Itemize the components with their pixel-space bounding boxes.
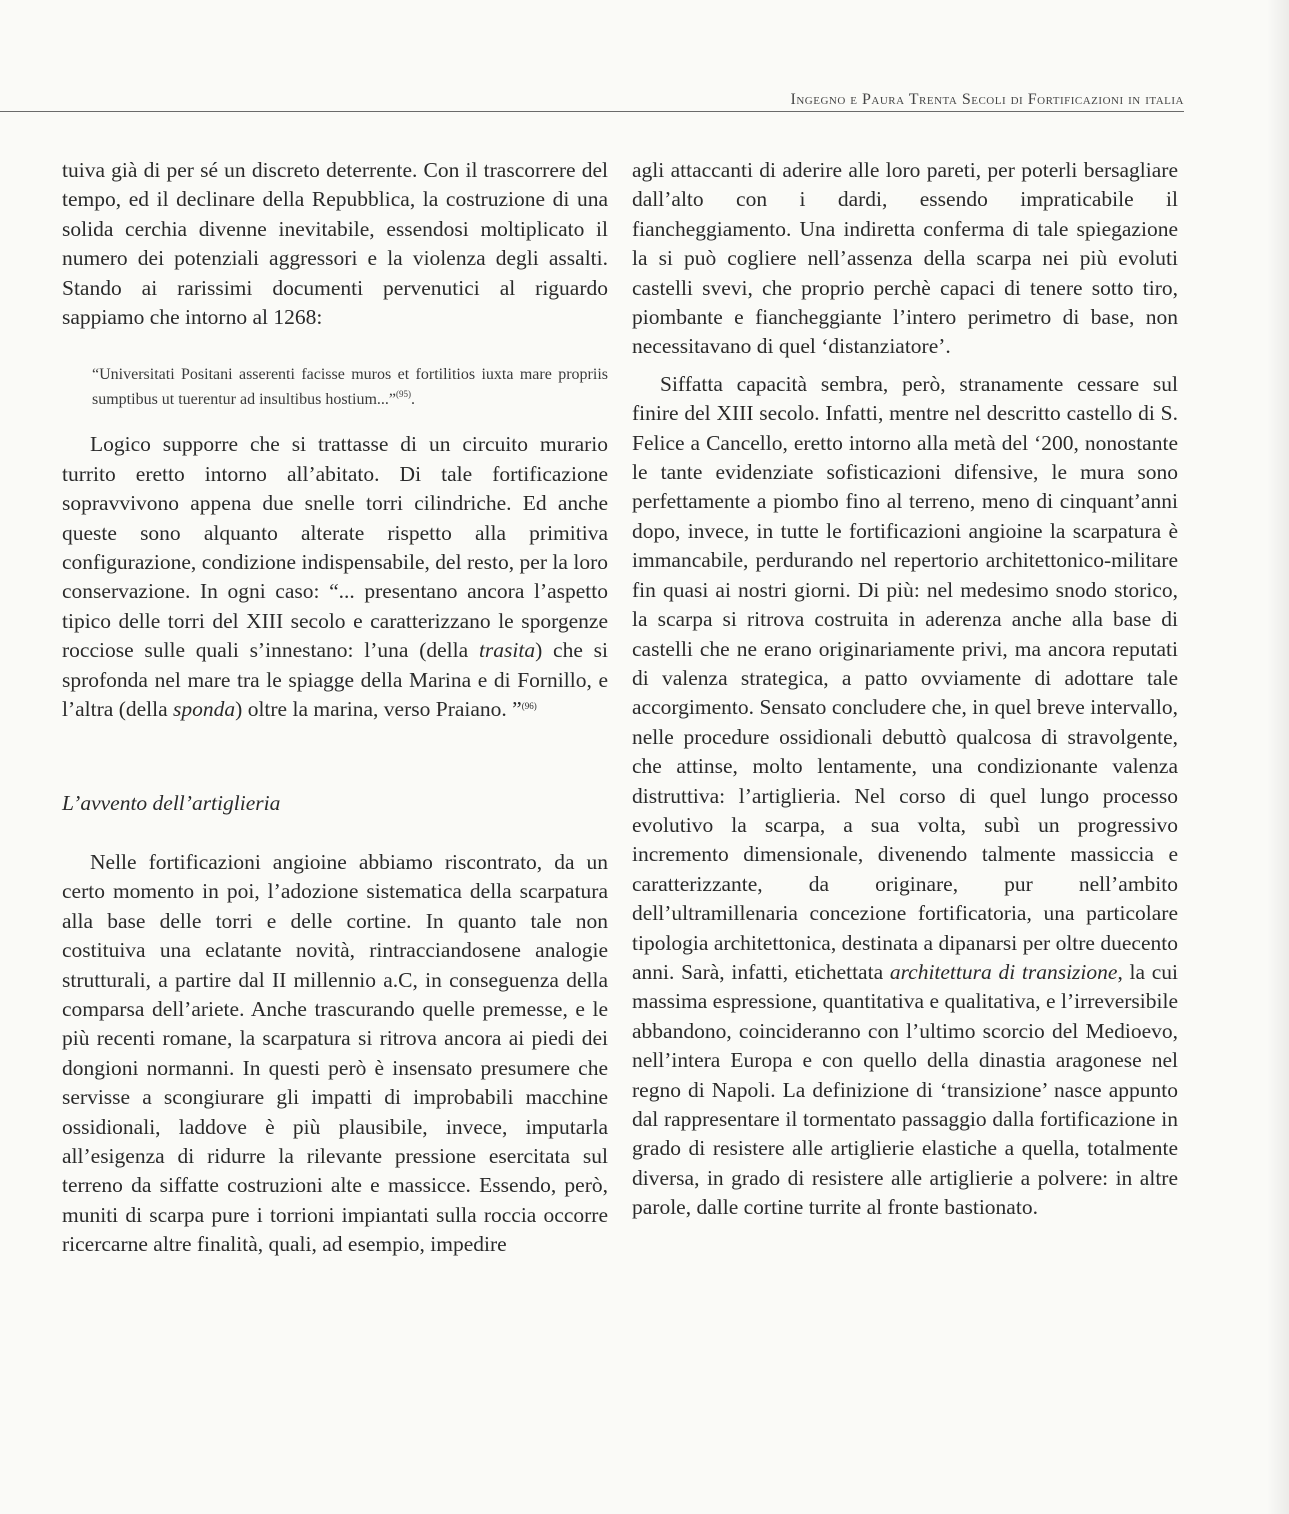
paragraph-towers <box>62 430 608 724</box>
quote-text: “Universitati Positani asserenti facisse muros et fortilitios iuxta mare propriis sumptibus ut tuerentur ad insultibus hostium...” <box>92 366 608 409</box>
quote-end: . <box>410 391 415 409</box>
left-column <box>62 156 608 1260</box>
paragraph-towers-b: ) che si sprofonda nel mare tra le spiagge della Marina e di Fornillo, e l’altra (della <box>62 638 608 722</box>
paragraph-scarpatura: Nelle fortificazioni angioine abbiamo riscontrato, da un certo momento in poi, l’adozione sistematica della scarpatura alla base delle torri e delle cortine. In quanto tale non costituiva una eclatante novità, rintracciandosene analogie strutturali, a partire dal II millennio a.C, in conseguenza della comparsa dell’ariete. Anche trascurando quelle premesse, e le più recenti romane, la scarpatura si ritrova ancora ai piedi dei dongioni normanni. In questi però è insensato presumere che servisse a scongiurare gli impatti di improbabili macchine ossidionali, laddove è più plausibile, invece, imputarla all’esigenza di ridurre la rilevante pressione esercitata sul terreno da siffatte costruzioni alte e massicce. Essendo, però, muniti di scarpa pure i torrioni impiantati sulla roccia occorre ricercarne altre finalità, quali, ad esempio, impedire <box>62 849 608 1257</box>
paragraph-artiglieria-a: Siffatta capacità sembra, però, stranamente cessare sul finire del XIII secolo. Infatti, mentre nel descritto castello di S. Felice a Cancello, eretto intorno alla metà del ‘200, nonostante le tante evidenziate sofisticazioni difensive, le mura sono perfettamente a piombo fino al terreno, meno di cinquant’anni dopo, invece, in tutte le fortificazioni angioine la scarpatura è immancabile, perdurando nel repertorio architettonico-militare fin quasi ai nostri giorni. Di più: nel medesimo snodo storico, la scarpa si ritrova costruita in aderenza anche alla base di castelli che ne erano originariamente privi, ma ancora reputati di valenza strategica, a patto ovviamente di adottare tale accorgimento. Sensato concludere che, in quel breve intervallo, nelle procedure ossidionali debuttò qualcosa di stravolgente, che attinse, molto lentamente, una condizionante valenza distruttiva: l’artiglieria. Nel corso di quel lungo processo evolutivo la scarpa, a sua volta, subì un progressivo incremento dimensionale, divenendo talmente massiccia e caratterizzante, da originare, pur nell’ambito dell’ultramillenaria concezione fortificatoria, una particolare tipologia architettonica, destinata a dipanarsi per oltre duecento anni. Sarà, infatti, etichettata <box>632 371 1178 984</box>
paragraph-artiglieria-b: , la cui massima espressione, quantitativa e qualitativa, e l’irreversibile abbandono, coincideranno con l’ultimo scorcio del Medioevo, nell’intera Europa e con quello della dinastia aragonese nel regno di Napoli. La definizione di ‘transizione’ nasce appunto dal rappresentare il tormentato passaggio dalla fortificazione in grado di resistere alle artiglierie elastiche a quella, totalmente diversa, in grado di resistere alle artiglierie a polvere: in altre parole, dalle cortine turrite al fronte bastionato. <box>632 959 1178 1220</box>
italic-trasita: trasita <box>478 638 536 663</box>
paragraph-artiglieria <box>632 370 1178 1223</box>
italic-architettura: architettura di transizione <box>889 959 1118 984</box>
footnote-ref-96: (96) <box>521 701 537 712</box>
header-rule <box>0 111 1184 112</box>
paragraph-intro: tuiva già di per sé un discreto deterrente. Con il trascorrere del tempo, ed il declinare della Repubblica, la costruzione di una solida cerchia divenne inevitabile, essendosi moltiplicato il numero dei potenziali aggressori e la violenza degli assalti. Stando ai rarissimi documenti pervenutici al riguardo sappiamo che intorno al 1268: <box>62 158 608 330</box>
paragraph-towers-c: ) oltre la marina, verso Praiano. ” <box>235 697 522 722</box>
paragraph-towers-a: Logico supporre che si trattasse di un circuito murario turrito eretto intorno all’abitato. Di tale fortificazione sopravvivono appena due snelle torri cilindriche. Ed anche queste sono alquanto alterate rispetto alla primitiva configurazione, condizione indispensabile, del resto, per la loro conservazione. In ogni caso: “... presentano ancora l’aspetto tipico delle torri del XIII secolo e caratterizzano le sporgenze rocciose sulle quali s’innestano: l’una (della <box>62 432 608 663</box>
footnote-ref-95: (95) <box>395 389 411 400</box>
paragraph-continuation: agli attaccanti di aderire alle loro pareti, per poterli bersagliare dall’alto con i dardi, essendo impraticabile il fiancheggiamento. Una indiretta conferma di tale spiegazione la si può cogliere nell’assenza della scarpa nei più evoluti castelli svevi, che proprio perchè capaci di tenere sotto tiro, piombante e fiancheggiante l’intero perimetro di base, non necessitavano di quel ‘distanziatore’. <box>632 158 1178 359</box>
right-column <box>632 156 1178 1223</box>
running-head: Ingegno e Paura Trenta Secoli di Fortificazioni in italia <box>790 91 1184 108</box>
latin-quote <box>92 362 608 412</box>
page-edge-shadow <box>1267 0 1289 1514</box>
section-title: L’avvento dell’artiglieria <box>62 790 281 815</box>
italic-sponda: sponda <box>173 697 236 722</box>
